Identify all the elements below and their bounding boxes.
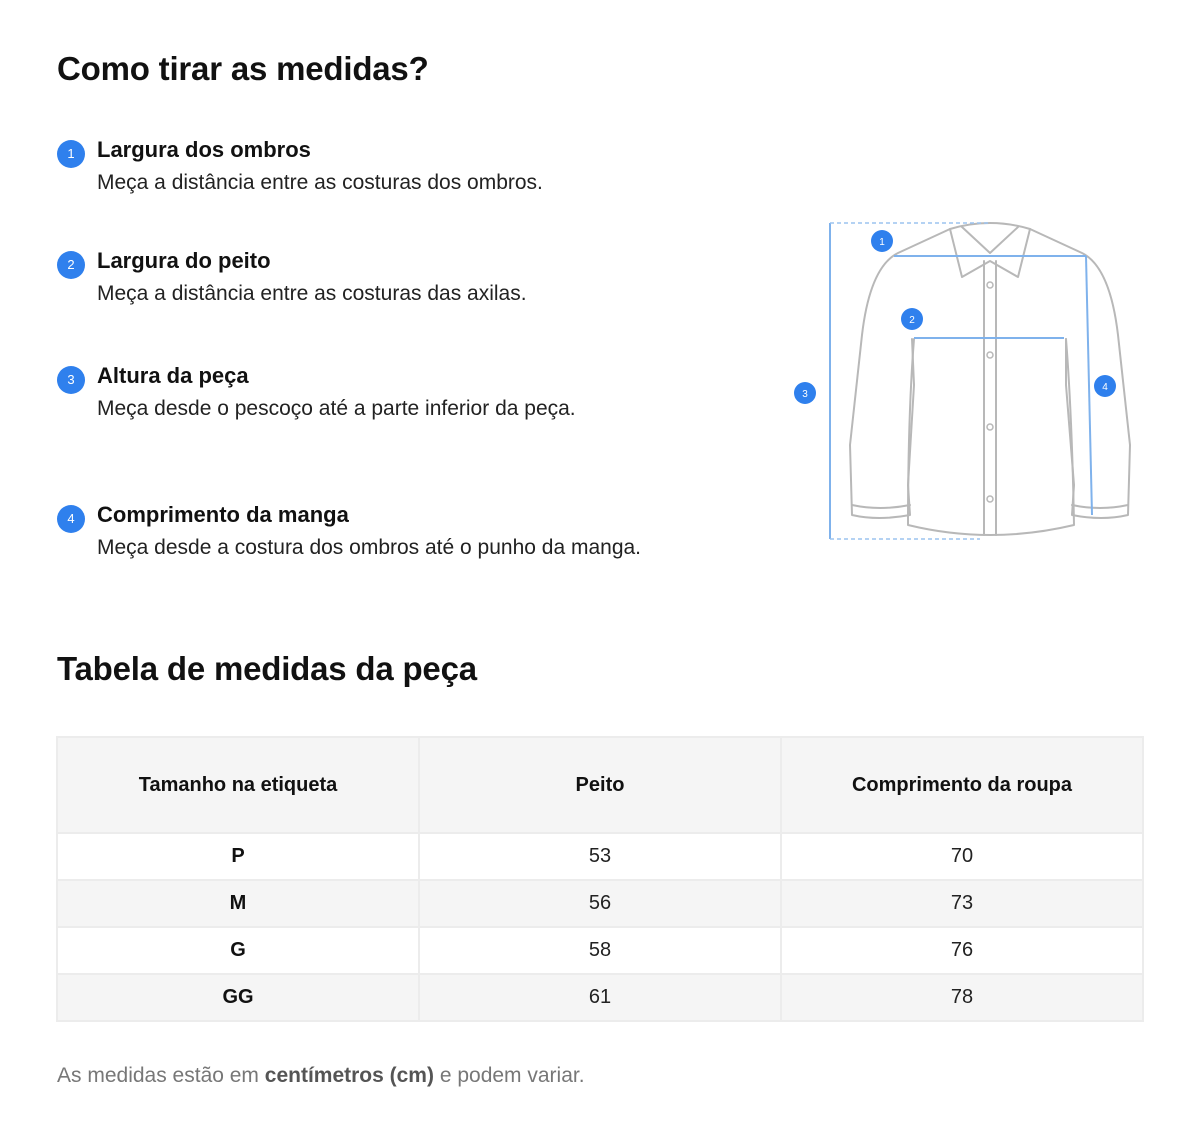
step-title: Comprimento da manga	[97, 502, 349, 527]
table-row	[57, 927, 1143, 974]
diagram-marker-2-icon	[901, 308, 923, 330]
table-row	[57, 880, 1143, 927]
length-value: 76	[781, 927, 1143, 974]
step-description: Meça a distância entre as costuras dos ombros.	[97, 171, 543, 194]
length-value: 78	[781, 974, 1143, 1021]
svg-text:3: 3	[802, 389, 808, 400]
size-label: G	[57, 927, 419, 974]
column-header-length: Comprimento da roupa	[781, 737, 1143, 833]
chest-value: 61	[419, 974, 781, 1021]
step-description: Meça desde a costura dos ombros até o punho da manga.	[97, 536, 642, 559]
footnote-units: centímetros (cm)	[264, 1064, 434, 1087]
column-header-chest: Peito	[419, 737, 781, 833]
step-title: Largura do peito	[97, 248, 271, 273]
size-table-title: Tabela de medidas da peça	[57, 650, 477, 687]
step-description: Meça desde o pescoço até a parte inferior da peça.	[97, 397, 576, 420]
step-title: Largura dos ombros	[97, 137, 311, 162]
footnote-suffix: e podem variar.	[433, 1064, 585, 1087]
page-title: Como tirar as medidas?	[57, 50, 429, 87]
footnote-prefix: As medidas estão em	[57, 1064, 265, 1087]
length-value: 73	[781, 880, 1143, 927]
step-number-badge: 4	[57, 505, 85, 533]
svg-text:2: 2	[909, 315, 915, 326]
step-number-badge: 3	[57, 366, 85, 394]
step-description: Meça a distância entre as costuras das axilas.	[97, 282, 527, 305]
diagram-marker-4-icon	[1094, 375, 1116, 397]
shirt-measurement-diagram	[790, 215, 1140, 550]
units-footnote	[57, 1064, 585, 1088]
chest-value: 53	[419, 833, 781, 880]
step-number-badge: 1	[57, 140, 85, 168]
step-number-badge: 2	[57, 251, 85, 279]
column-header-size: Tamanho na etiqueta	[57, 737, 419, 833]
diagram-marker-3-icon	[794, 382, 816, 404]
diagram-marker-1-icon	[871, 230, 893, 252]
table-row	[57, 974, 1143, 1021]
chest-value: 56	[419, 880, 781, 927]
size-label: M	[57, 880, 419, 927]
size-label: GG	[57, 974, 419, 1021]
length-value: 70	[781, 833, 1143, 880]
chest-value: 58	[419, 927, 781, 974]
svg-text:4: 4	[1102, 382, 1108, 393]
step-title: Altura da peça	[97, 363, 249, 388]
svg-text:1: 1	[879, 237, 885, 248]
size-label: P	[57, 833, 419, 880]
size-table	[56, 736, 1144, 1022]
table-row	[57, 833, 1143, 880]
guide-dashes	[830, 223, 990, 539]
table-header-row	[57, 737, 1143, 833]
button-icons	[987, 282, 993, 502]
